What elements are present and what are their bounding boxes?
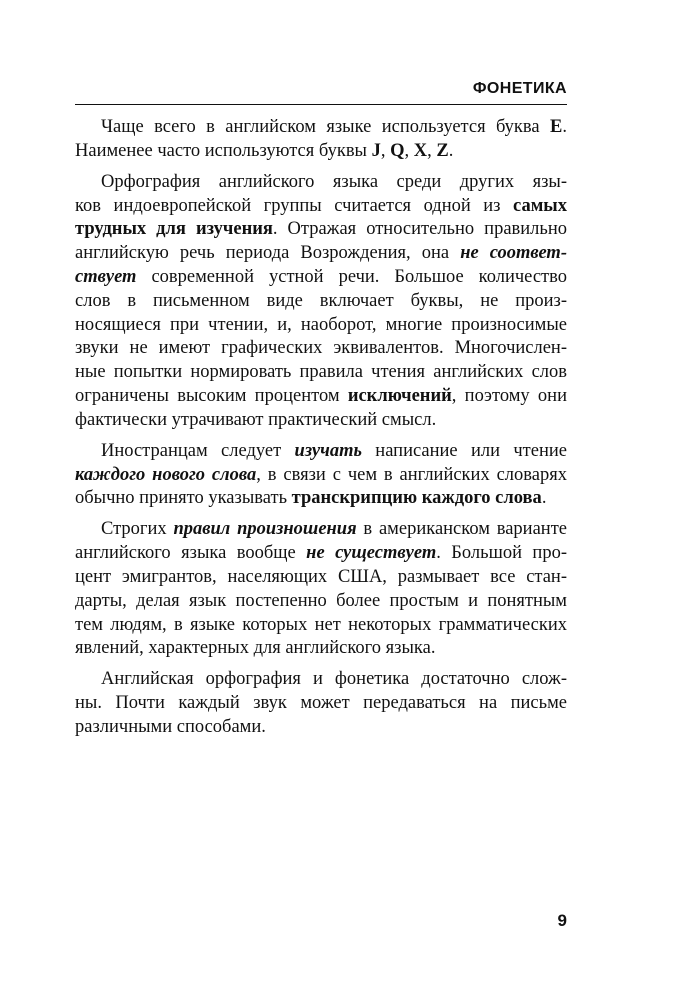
text-run: написание или чтение bbox=[361, 440, 567, 461]
paragraph bbox=[75, 116, 567, 164]
text-run: современной устной речи. Большое количество bbox=[136, 266, 567, 287]
text-line bbox=[75, 692, 567, 716]
paragraph bbox=[75, 668, 567, 739]
text-line bbox=[75, 116, 567, 140]
text-run: Иностранцам следует bbox=[101, 440, 295, 461]
bold-term: исключений bbox=[347, 385, 452, 406]
text-line bbox=[75, 195, 567, 219]
text-run: дарты, делая язык постепенно более простым и понятным bbox=[75, 590, 567, 611]
text-line bbox=[75, 218, 567, 242]
emphasis-term: ствует bbox=[75, 266, 137, 287]
page-number: 9 bbox=[557, 911, 567, 930]
text-line bbox=[75, 716, 567, 740]
text-run: Строгих bbox=[101, 519, 174, 540]
text-run: носящиеся при чтении, и, наоборот, многие произносимые bbox=[75, 314, 567, 335]
text-run: , bbox=[404, 140, 414, 161]
bold-term: транскрипцию каждого слова bbox=[291, 488, 542, 509]
bold-term: Q bbox=[390, 140, 405, 161]
text-run: ные попытки нормировать правила чтения английских слов bbox=[75, 362, 567, 383]
bold-term: Z bbox=[436, 140, 449, 161]
text-run: . Большой про- bbox=[436, 543, 567, 564]
text-run: цент эмигрантов, населяющих США, размывает все стан- bbox=[75, 566, 567, 587]
bold-term: самых bbox=[513, 195, 567, 216]
bold-term: трудных для изучения bbox=[75, 219, 273, 240]
text-run: , bbox=[380, 140, 391, 161]
text-run: в американском варианте bbox=[356, 519, 567, 540]
text-run: звуки не имеют графических эквивалентов. Многочислен- bbox=[75, 338, 567, 359]
text-run: , в связи с чем в английских словарях bbox=[256, 464, 567, 485]
text-run: фактически утрачивают практический смысл. bbox=[75, 409, 437, 430]
text-line bbox=[75, 566, 567, 590]
text-run: , поэтому они bbox=[451, 385, 567, 406]
text-run: различными способами. bbox=[75, 716, 266, 737]
text-line bbox=[75, 487, 567, 511]
text-run: обычно принято указывать bbox=[75, 488, 292, 509]
text-line bbox=[75, 314, 567, 338]
text-run: явлений, характерных для английского языка. bbox=[75, 638, 436, 659]
emphasis-term: изучать bbox=[294, 440, 362, 461]
emphasis-term: правил произношения bbox=[173, 519, 357, 540]
text-line bbox=[75, 290, 567, 314]
text-line bbox=[75, 440, 567, 464]
bold-term: J bbox=[371, 140, 381, 161]
paragraph bbox=[75, 171, 567, 433]
text-line bbox=[75, 361, 567, 385]
text-run: Орфография английского языка среди других язы- bbox=[101, 171, 567, 192]
text-line bbox=[75, 464, 567, 488]
text-run: ограничены высоким процентом bbox=[75, 385, 348, 406]
text-line bbox=[75, 171, 567, 195]
text-line bbox=[75, 668, 567, 692]
text-line bbox=[75, 590, 567, 614]
paragraph bbox=[75, 518, 567, 661]
text-line bbox=[75, 542, 567, 566]
bold-term: X bbox=[413, 140, 428, 161]
text-run: ков индоевропейской группы считается одной из bbox=[75, 195, 514, 216]
text-line bbox=[75, 614, 567, 638]
text-line bbox=[75, 140, 567, 164]
text-line bbox=[75, 266, 567, 290]
text-run: английскую речь периода Возрождения, она bbox=[75, 243, 461, 264]
emphasis-term: каждого нового слова bbox=[75, 464, 257, 485]
text-run: ны. Почти каждый звук может передаваться на письме bbox=[75, 693, 567, 714]
section-title: ФОНЕТИКА bbox=[472, 80, 567, 97]
text-line bbox=[75, 337, 567, 361]
text-run: Наименее часто используются буквы bbox=[75, 140, 372, 161]
text-line bbox=[75, 409, 567, 433]
text-run: . Отражая относительно правильно bbox=[272, 219, 567, 240]
text-run: . bbox=[541, 488, 547, 509]
text-run: слов в письменном виде включает буквы, не произ- bbox=[75, 290, 567, 311]
emphasis-term: не существует bbox=[306, 543, 437, 564]
text-run: английского языка вообще bbox=[75, 543, 307, 564]
text-line bbox=[75, 242, 567, 266]
text-run: , bbox=[427, 140, 437, 161]
bold-term: E bbox=[550, 117, 563, 137]
text-run: . bbox=[448, 140, 454, 161]
text-line bbox=[75, 637, 567, 661]
text-run: Чаще всего в английском языке используется буква bbox=[101, 117, 551, 137]
text-run: тем людям, в языке которых нет некоторых грамматических bbox=[75, 614, 567, 635]
text-line bbox=[75, 518, 567, 542]
paragraph bbox=[75, 440, 567, 511]
text-line bbox=[75, 385, 567, 409]
body-text bbox=[75, 116, 567, 747]
text-run: Английская орфография и фонетика достаточно слож- bbox=[101, 669, 567, 690]
running-header bbox=[75, 76, 567, 105]
text-run: . bbox=[562, 117, 567, 137]
emphasis-term: не соответ- bbox=[460, 243, 567, 264]
